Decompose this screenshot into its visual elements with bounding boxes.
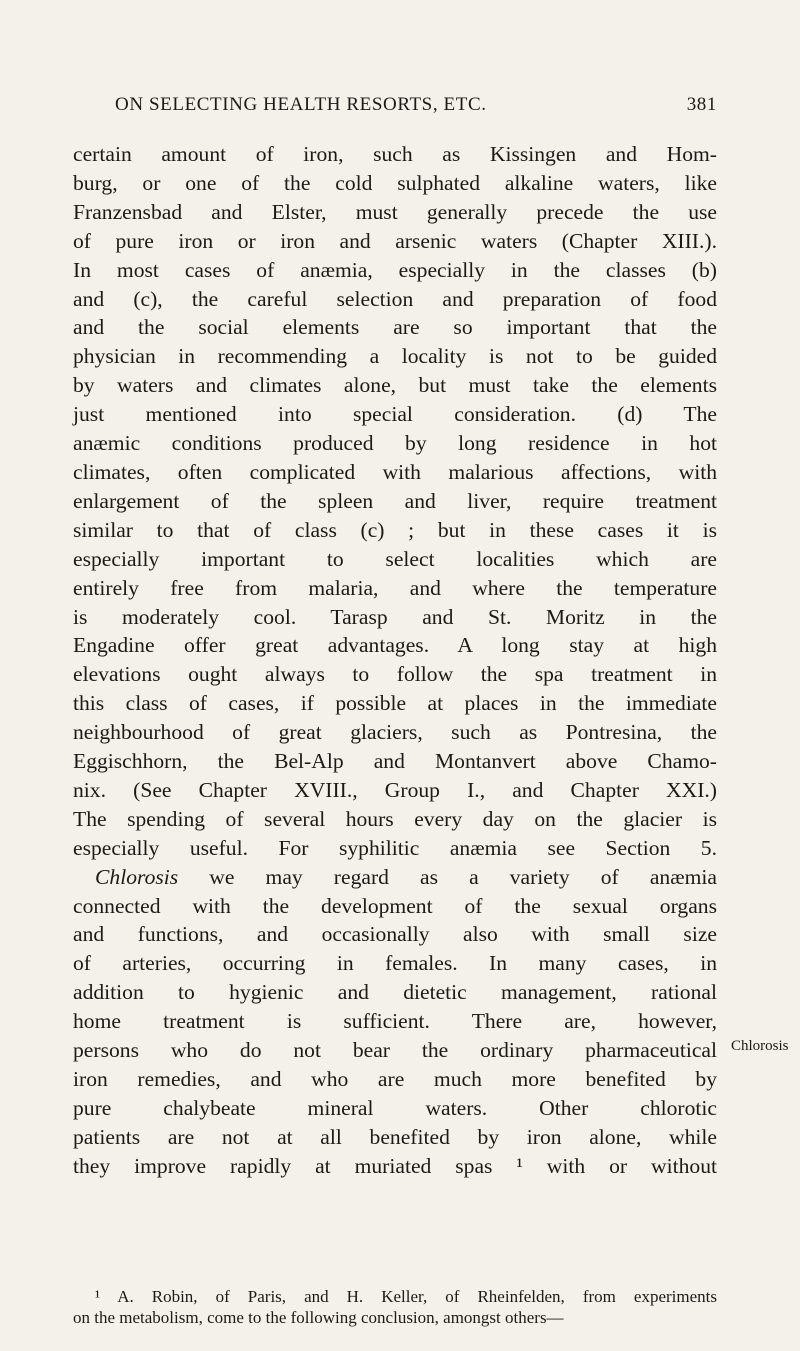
text-line: and the social elements are so important that the	[73, 315, 717, 340]
running-title: ON SELECTING HEALTH RESORTS, ETC.	[115, 94, 487, 115]
text-line: this class of cases, if possible at places in the immediate	[73, 691, 717, 716]
text-line: pure chalybeate mineral waters. Other chlorotic	[73, 1095, 717, 1120]
text-line: In most cases of anæmia, especially in the classes (b)	[73, 257, 717, 282]
text-line: neighbourhood of great glaciers, such as Pontresina, the	[73, 720, 717, 745]
text-line: persons who do not bear the ordinary pharmaceutical	[73, 1038, 717, 1063]
text-line: similar to that of class (c) ; but in these cases it is	[73, 517, 717, 542]
body-text	[73, 140, 717, 1181]
text-line: Engadine offer great advantages. A long stay at high	[73, 633, 717, 658]
footnote-line: on the metabolism, come to the following conclusion, amongst others—	[73, 1308, 564, 1327]
text-line: elevations ought always to follow the spa treatment in	[73, 662, 717, 687]
text-line: nix. (See Chapter XVIII., Group I., and Chapter XXI.)	[73, 777, 717, 802]
text-line: anæmic conditions produced by long residence in hot	[73, 431, 717, 456]
footnote	[73, 1286, 717, 1328]
text-line: certain amount of iron, such as Kissingen and Hom-	[73, 142, 717, 166]
running-header	[115, 94, 717, 120]
text-line: home treatment is sufficient. There are, however,	[73, 1009, 717, 1034]
text-line-chlorosis: Chlorosis we may regard as a variety of anæmia	[95, 864, 717, 889]
text-line: physician in recommending a locality is not to be guided	[73, 344, 717, 369]
text-line: and (c), the careful selection and preparation of food	[73, 286, 717, 311]
text-line: burg, or one of the cold sulphated alkaline waters, like	[73, 170, 717, 195]
text-line: by waters and climates alone, but must take the elements	[73, 373, 717, 398]
text-line: especially useful. For syphilitic anæmia see Section 5.	[73, 835, 717, 860]
text-line: Franzensbad and Elster, must generally precede the use	[73, 199, 717, 224]
text-line: The spending of several hours every day on the glacier is	[73, 806, 717, 831]
text-line: iron remedies, and who are much more benefited by	[73, 1067, 717, 1091]
text-line: just mentioned into special consideration. (d) The	[73, 402, 717, 427]
text-line: connected with the development of the sexual organs	[73, 893, 717, 918]
text-line: especially important to select localities which are	[73, 546, 717, 571]
text-line: entirely free from malaria, and where the temperature	[73, 575, 717, 600]
text-line: and functions, and occasionally also with small size	[73, 922, 717, 947]
text-line: Eggischhorn, the Bel-Alp and Montanvert above Chamo-	[73, 749, 717, 774]
text-line: climates, often complicated with malarious affections, with	[73, 459, 717, 484]
text-line: of pure iron or iron and arsenic waters (Chapter XIII.).	[73, 228, 717, 253]
footnote-line: ¹ A. Robin, of Paris, and H. Keller, of Rheinfelden, from experiments	[95, 1287, 717, 1306]
text-line: of arteries, occurring in females. In many cases, in	[73, 951, 717, 976]
margin-note-chlorosis: Chlorosis	[731, 1038, 789, 1054]
page-number: 381	[686, 94, 717, 115]
text-line: patients are not at all benefited by iron alone, while	[73, 1124, 717, 1149]
text-line: addition to hygienic and dietetic management, rational	[73, 980, 717, 1005]
text-line: enlargement of the spleen and liver, require treatment	[73, 488, 717, 513]
text-line: they improve rapidly at muriated spas ¹ with or without	[73, 1153, 717, 1178]
text-line: is moderately cool. Tarasp and St. Moritz in the	[73, 604, 717, 629]
